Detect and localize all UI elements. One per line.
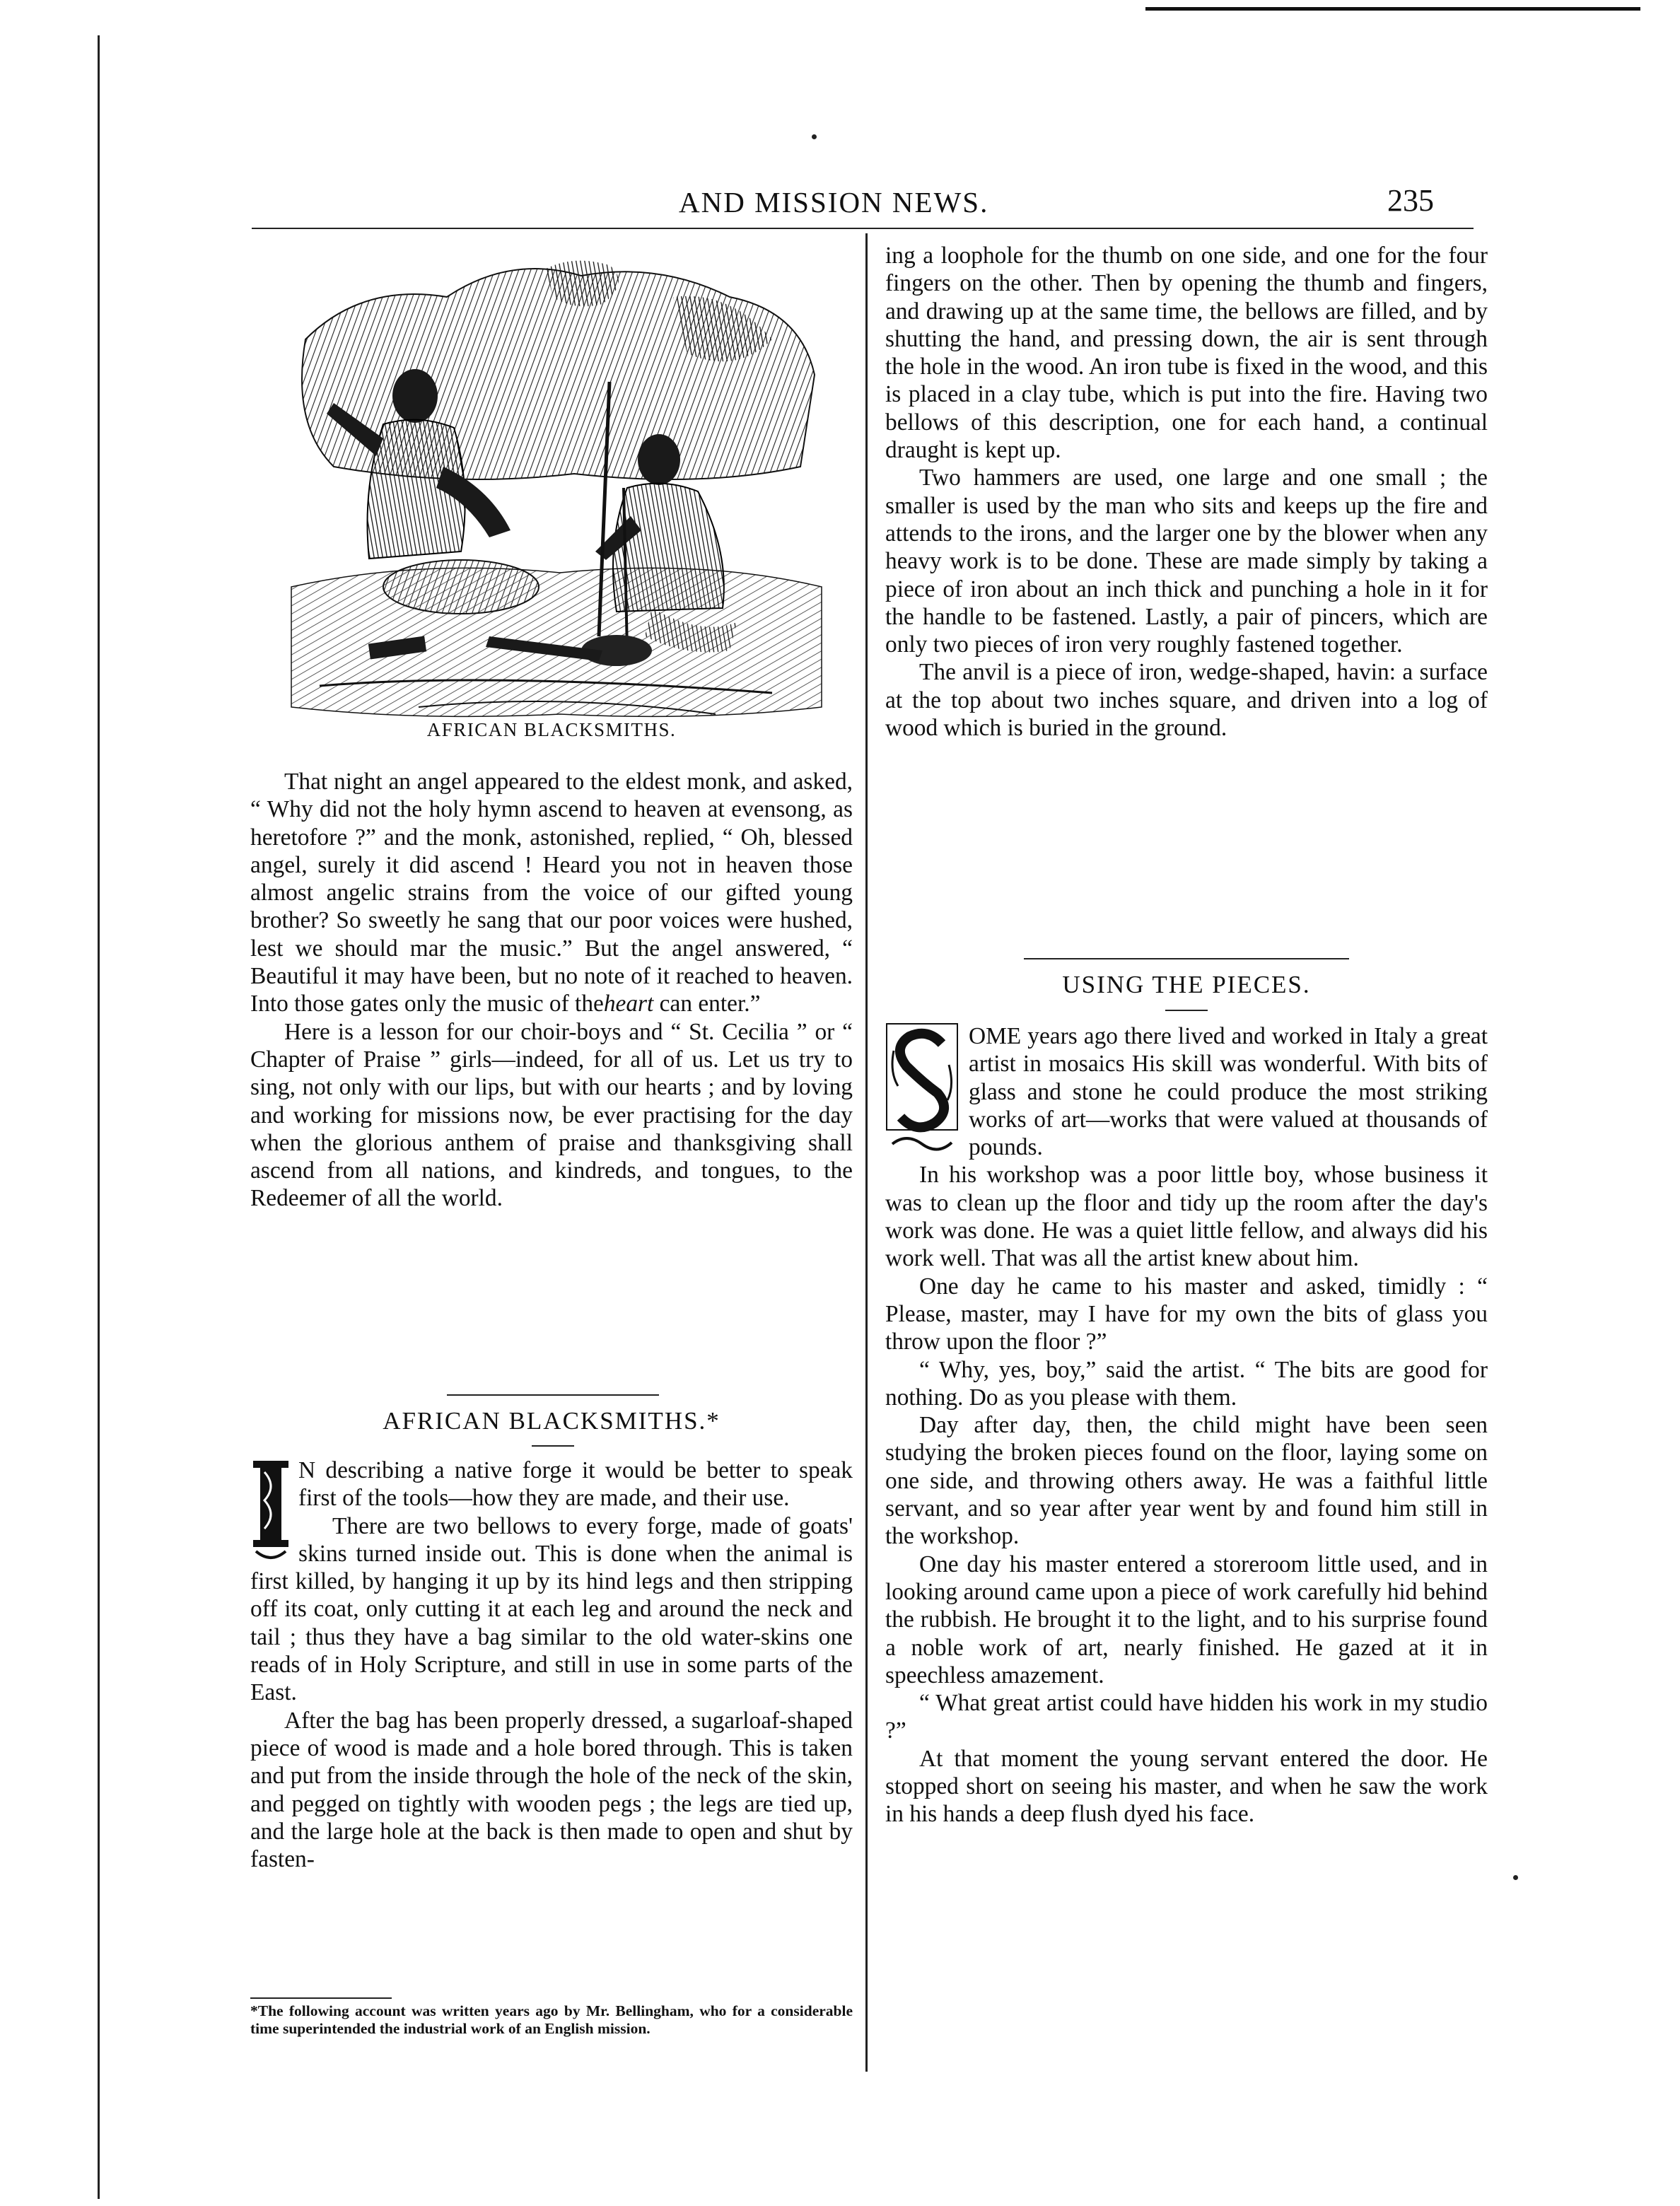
paragraph: OME years ago there lived and worked in Italy a great artist in mosaics His skill was wonderful. With bits of glass and stone he could produce the most striking works of art—works that were valued at thousands of pounds. <box>969 1023 1488 1161</box>
footnote: *The following account was written years ago by Mr. Bellingham, who for a considerable time superintended the industrial work of an English mission. <box>250 2002 853 2037</box>
paragraph: Two hammers are used, one large and one small ; the smaller is used by the man who sits and keeps up the fire and attends to the irons, and the larger one by the blower when any heavy work is to be done. These are made simply by taking a piece of iron about an inch thick and punching a hole in it for the handle to be fastened. Lastly, a pair of pincers, which are only two pieces of iron very roughly fastened together. <box>885 465 1488 658</box>
page-number: 235 <box>1387 183 1434 218</box>
ornamental-dropcap-s-icon <box>885 1022 959 1158</box>
using-the-pieces-article <box>885 1022 1488 1828</box>
paragraph: In his workshop was a poor little boy, whose business it was to clean up the floor and tidy up the room after the day's work was done. He was a quiet little fellow, and always did his work well. That was all the artist knew about him. <box>885 1162 1488 1272</box>
section-title-using-the-pieces: USING THE PIECES. <box>1062 971 1311 998</box>
paragraph: “ What great artist could have hidden his work in my studio ?” <box>885 1690 1488 1744</box>
print-speck <box>1513 1875 1518 1880</box>
column-divider <box>865 233 868 2072</box>
section-title-blacksmiths: AFRICAN BLACKSMITHS.* <box>383 1407 721 1435</box>
engraving-two-african-blacksmiths-icon <box>277 255 826 721</box>
section-divider <box>1024 958 1349 959</box>
right-top-text <box>885 242 1488 742</box>
italic-word: heart <box>603 991 654 1017</box>
paragraph: N describing a native forge it would be better to speak first of the tools—how they are made, and their use. <box>298 1457 853 1512</box>
binding-margin-line <box>98 35 100 2199</box>
paragraph: Here is a lesson for our choir-boys and “ St. Cecilia ” or “ Chapter of Praise ” girls—indeed, for all of us. Let us try to sing, not only with our lips, but with our hearts ; and by loving and working for missions now, be ever practising for the day when the glorious anthem of praise and thanksgiving shall ascend from all nations, and kindreds, and tongues, to the Redeemer of all the world. <box>250 1018 853 1212</box>
paragraph: After the bag has been properly dressed, a sugarloaf-shaped piece of wood is made and a hole bored through. This is taken and put from the inside through the hole of the neck of the skin, and pegged on tightly with wooden pegs ; the legs are tied up, and the large hole at the back is then made to open and shut by fasten- <box>250 1707 853 1873</box>
header-rule <box>252 228 1474 229</box>
title-underline <box>532 1445 574 1447</box>
section-divider <box>447 1394 659 1396</box>
running-head: AND MISSION NEWS. <box>679 186 989 218</box>
paragraph: One day he came to his master and asked, timidly : “ Please, master, may I have for my own the bits of glass you throw upon the floor ?” <box>885 1273 1488 1355</box>
title-underline <box>1165 1010 1208 1011</box>
paragraph: That night an angel appeared to the eldest monk, and asked, “ Why did not the holy hymn ascend to heaven at evensong, as heretofore ?” and the monk, astonished, replied, “ Oh, blessed angel, surely it did ascend ! Heard you not in heaven those almost angelic strains from the voice of our gifted young brother? So sweetly he sang that our poor voices were hushed, lest we should mar the music.” But the angel answered, “ Beautiful it may have been, but no note of it reached to heaven. Into those gates only the music of theheart can enter.” <box>250 769 853 1017</box>
footnote-rule <box>250 1997 392 1999</box>
ornamental-dropcap-i-icon <box>250 1458 291 1565</box>
print-speck <box>812 134 817 139</box>
left-top-text <box>250 768 853 1213</box>
paragraph: One day his master entered a storeroom little used, and in looking around came upon a piece of work carefully hid behind the rubbish. He brought it to the light, and to his surprise found a noble work of art, nearly finished. He gazed at it in speechless amazement. <box>885 1551 1488 1688</box>
paragraph: There are two bellows to every forge, made of goats' skins turned inside out. This is done when the animal is first killed, by hanging it up by its hind legs and then stripping off its coat, only cutting it at each leg and around the neck and tail ; thus they have a bag similar to the old water-skins one reads of in Holy Scripture, and still in use in some parts of the East. <box>250 1512 853 1706</box>
paragraph: “ Why, yes, boy,” said the artist. “ The bits are good for nothing. Do as you please with them. <box>885 1356 1488 1411</box>
blacksmiths-article <box>250 1457 853 1873</box>
figure-caption: AFRICAN BLACKSMITHS. <box>426 719 677 740</box>
paragraph: ing a loophole for the thumb on one side, and one for the four fingers on the other. Then by opening the thumb and fingers, and drawing up at the same time, the bellows are filled, and by shutting the hand, and pressing down, the air is sent through the hole in the wood. An iron tube is fixed in the wood, and this is placed in a clay tube, which is put into the fire. Having two bellows of this description, one for each hand, a continual draught is kept up. <box>885 243 1488 464</box>
paragraph: At that moment the young servant entered the door. He stopped short on seeing his master, and when he saw the work in his hands a deep flush dyed his face. <box>885 1745 1488 1828</box>
paragraph: Day after day, then, the child might have been seen studying the broken pieces found on the floor, laying some on one side, and throwing others away. He was a faithful little servant, and so year after year went by and found him still in the workshop. <box>885 1412 1488 1550</box>
top-edge-rule <box>1145 7 1640 11</box>
paragraph: The anvil is a piece of iron, wedge-shaped, havin: a surface at the top about two inches square, and driven into a log of wood which is buried in the ground. <box>885 659 1488 742</box>
